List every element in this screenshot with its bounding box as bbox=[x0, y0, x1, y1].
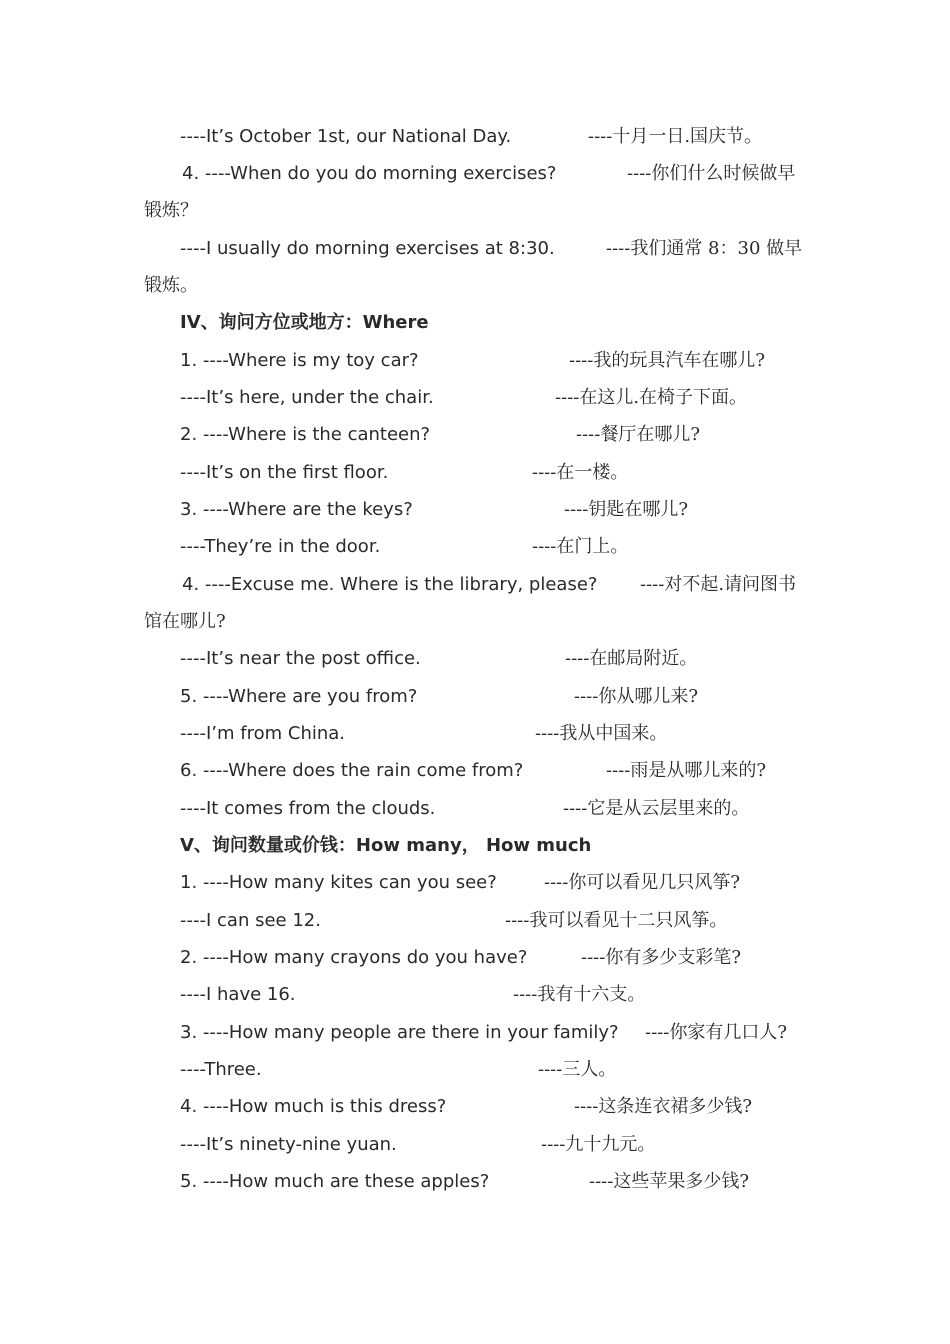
question-english: 4. ----How much is this dress? bbox=[180, 1096, 447, 1117]
question-english: 3. ----Where are the keys? bbox=[180, 499, 413, 520]
question-english: 5. ----How much are these apples? bbox=[180, 1171, 490, 1192]
answer-chinese: ----三人。 bbox=[538, 1059, 617, 1080]
question-chinese: ----餐厅在哪儿? bbox=[576, 424, 700, 445]
answer-chinese: ----在邮局附近。 bbox=[565, 648, 698, 669]
answer-english: ----I can see 12. bbox=[180, 910, 321, 931]
answer-chinese: ----十月一日.国庆节。 bbox=[588, 126, 763, 147]
answer-chinese: ----我们通常 8：30 做早 bbox=[606, 238, 803, 259]
question-chinese: ----钥匙在哪儿? bbox=[564, 499, 688, 520]
question-english: 4. ----Excuse me. Where is the library, please? bbox=[182, 574, 598, 595]
answer-english: ----I’m from China. bbox=[180, 723, 346, 744]
question-english: 2. ----Where is the canteen? bbox=[180, 424, 431, 445]
question-chinese-continued: 馆在哪儿? bbox=[144, 611, 226, 632]
section-heading: IV、询问方位或地方：Where bbox=[180, 312, 429, 333]
answer-chinese: ----在这儿.在椅子下面。 bbox=[555, 387, 748, 408]
question-chinese: ----你从哪儿来? bbox=[574, 686, 698, 707]
answer-chinese: ----在一楼。 bbox=[532, 462, 629, 483]
section-heading: V、询问数量或价钱：How many， How much bbox=[180, 835, 592, 856]
answer-chinese: ----我有十六支。 bbox=[513, 984, 646, 1005]
answer-english: ----It’s on the first floor. bbox=[180, 462, 389, 483]
question-chinese: ----你们什么时候做早 bbox=[627, 163, 796, 184]
question-english: 4. ----When do you do morning exercises? bbox=[182, 163, 557, 184]
question-english: 1. ----How many kites can you see? bbox=[180, 872, 497, 893]
answer-english: ----I have 16. bbox=[180, 984, 296, 1005]
question-english: 6. ----Where does the rain come from? bbox=[180, 760, 524, 781]
answer-english: ----It’s near the post office. bbox=[180, 648, 421, 669]
answer-english: ----I usually do morning exercises at 8:30. bbox=[180, 238, 555, 259]
answer-chinese: ----九十九元。 bbox=[541, 1134, 656, 1155]
question-chinese: ----这条连衣裙多少钱? bbox=[574, 1096, 752, 1117]
answer-chinese: ----我可以看见十二只风筝。 bbox=[505, 910, 728, 931]
question-english: 1. ----Where is my toy car? bbox=[180, 350, 419, 371]
question-chinese: ----你家有几口人? bbox=[645, 1022, 787, 1043]
question-chinese: ----雨是从哪儿来的? bbox=[606, 760, 766, 781]
question-chinese: ----这些苹果多少钱? bbox=[589, 1171, 749, 1192]
question-chinese: ----你有多少支彩笔? bbox=[581, 947, 741, 968]
answer-english: ----It’s here, under the chair. bbox=[180, 387, 434, 408]
question-english: 2. ----How many crayons do you have? bbox=[180, 947, 528, 968]
answer-english: ----It’s October 1st, our National Day. bbox=[180, 126, 512, 147]
question-chinese: ----你可以看见几只风筝? bbox=[544, 872, 740, 893]
answer-english: ----Three. bbox=[180, 1059, 262, 1080]
question-english: 5. ----Where are you from? bbox=[180, 686, 418, 707]
answer-chinese: ----它是从云层里来的。 bbox=[563, 798, 750, 819]
answer-english: ----They’re in the door. bbox=[180, 536, 381, 557]
question-chinese: ----我的玩具汽车在哪儿? bbox=[569, 350, 765, 371]
question-chinese: ----对不起.请问图书 bbox=[640, 574, 797, 595]
question-chinese-continued: 锻炼？ bbox=[144, 200, 198, 221]
answer-english: ----It’s ninety-nine yuan. bbox=[180, 1134, 397, 1155]
answer-chinese: ----我从中国来。 bbox=[535, 723, 668, 744]
answer-chinese: ----在门上。 bbox=[532, 536, 629, 557]
question-english: 3. ----How many people are there in your family? bbox=[180, 1022, 619, 1043]
answer-english: ----It comes from the clouds. bbox=[180, 798, 436, 819]
answer-chinese-continued: 锻炼。 bbox=[144, 275, 198, 296]
